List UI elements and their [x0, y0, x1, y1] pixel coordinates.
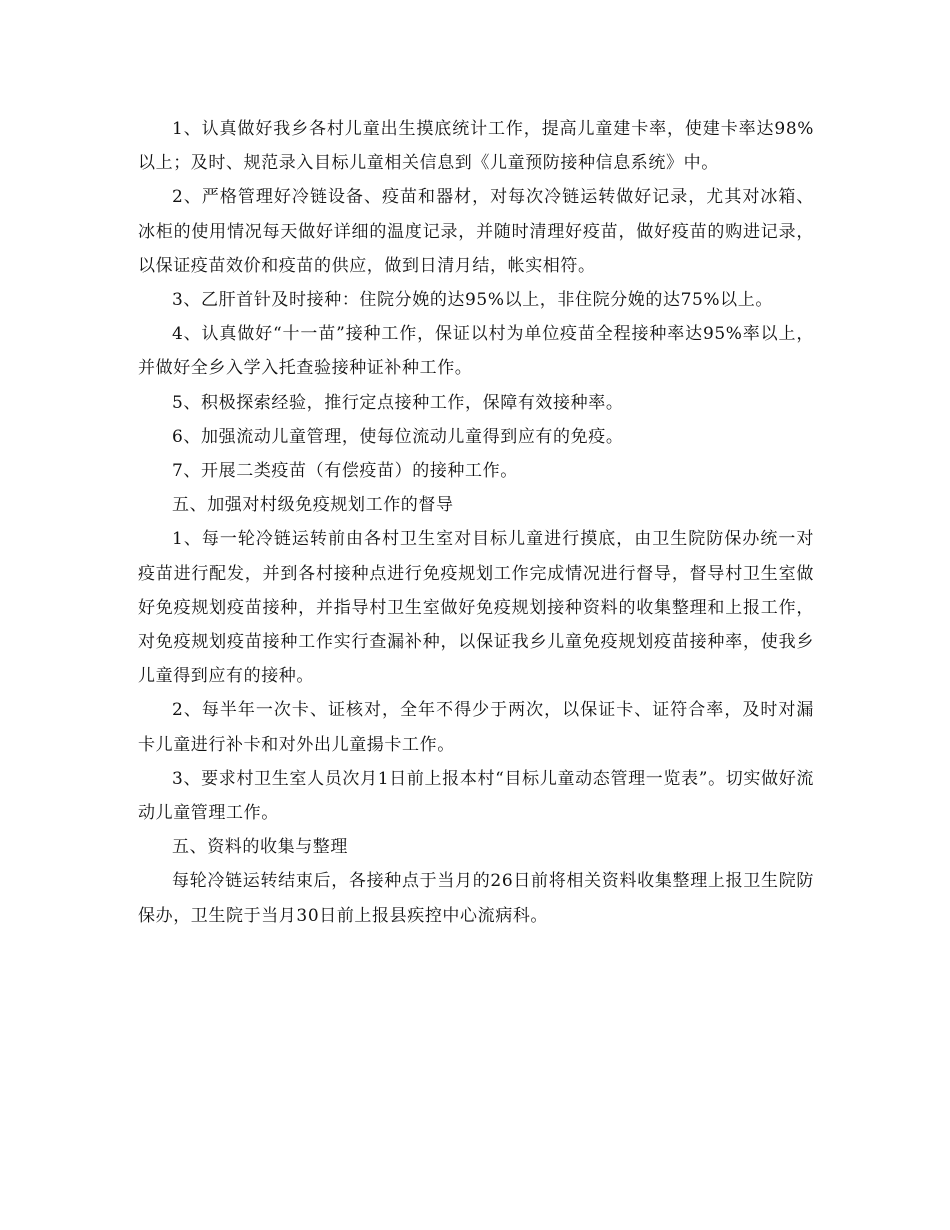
paragraph-cold-chain: 2、严格管理好冷链设备、疫苗和器材，对每次冷链运转做好记录，尤其对冰箱、冰柜的使用情况每天做好详细的温度记录，并随时清理好疫苗，做好疫苗的购进记录，以保证疫苗效价和疫苗的供应，做到日清月结，帐实相符。	[138, 187, 814, 276]
section-heading-materials: 五、资料的收集与整理	[172, 837, 348, 858]
paragraph-hepatitis-b: 3、乙肝首针及时接种：住院分娩的达95%以上，非住院分娩的达75%以上。	[172, 290, 773, 311]
paragraph-materials: 每轮冷链运转结束后，各接种点于当月的26日前将相关资料收集整理上报卫生院防保办，卫生院于当月30日前上报县疾控中心流病科。	[138, 871, 814, 926]
paragraph-supervision-3: 3、要求村卫生室人员次月1日前上报本村“目标儿童动态管理一览表”。切实做好流动儿童管理工作。	[138, 768, 814, 824]
paragraph-supervision-1: 1、每一轮冷链运转前由各村卫生室对目标儿童进行摸底，由卫生院防保办统一对疫苗进行配发，并到各村接种点进行免疫规划工作完成情况进行督导，督导村卫生室做好免疫规划疫苗接种，并指导村卫生室做好免疫规划接种资料的收集整理和上报工作，对免疫规划疫苗接种工作实行查漏补种，以保证我乡儿童免疫规划疫苗接种率，使我乡儿童得到应有的接种。	[138, 529, 814, 687]
paragraph-card-rate: 1、认真做好我乡各村儿童出生摸底统计工作，提高儿童建卡率，使建卡率达98%以上；及时、规范录入目标儿童相关信息到《儿童预防接种信息系统》中。	[138, 119, 814, 174]
paragraph-eleven-vaccines: 4、认真做好“十一苗”接种工作，保证以村为单位疫苗全程接种率达95%率以上，并做好全乡入学入托查验接种证补种工作。	[138, 324, 814, 379]
paragraph-migrant-children: 6、加强流动儿童管理，使每位流动儿童得到应有的免疫。	[172, 426, 624, 447]
section-heading-supervision: 五、加强对村级免疫规划工作的督导	[172, 495, 454, 516]
paragraph-class-two-vaccines: 7、开展二类疫苗（有偿疫苗）的接种工作。	[172, 461, 518, 482]
document-body	[138, 112, 814, 933]
paragraph-supervision-2: 2、每半年一次卡、证核对，全年不得少于两次，以保证卡、证符合率，及时对漏卡儿童进行补卡和对外出儿童揚卡工作。	[138, 700, 814, 755]
paragraph-fixed-point: 5、积极探索经验，推行定点接种工作，保障有效接种率。	[172, 392, 624, 413]
